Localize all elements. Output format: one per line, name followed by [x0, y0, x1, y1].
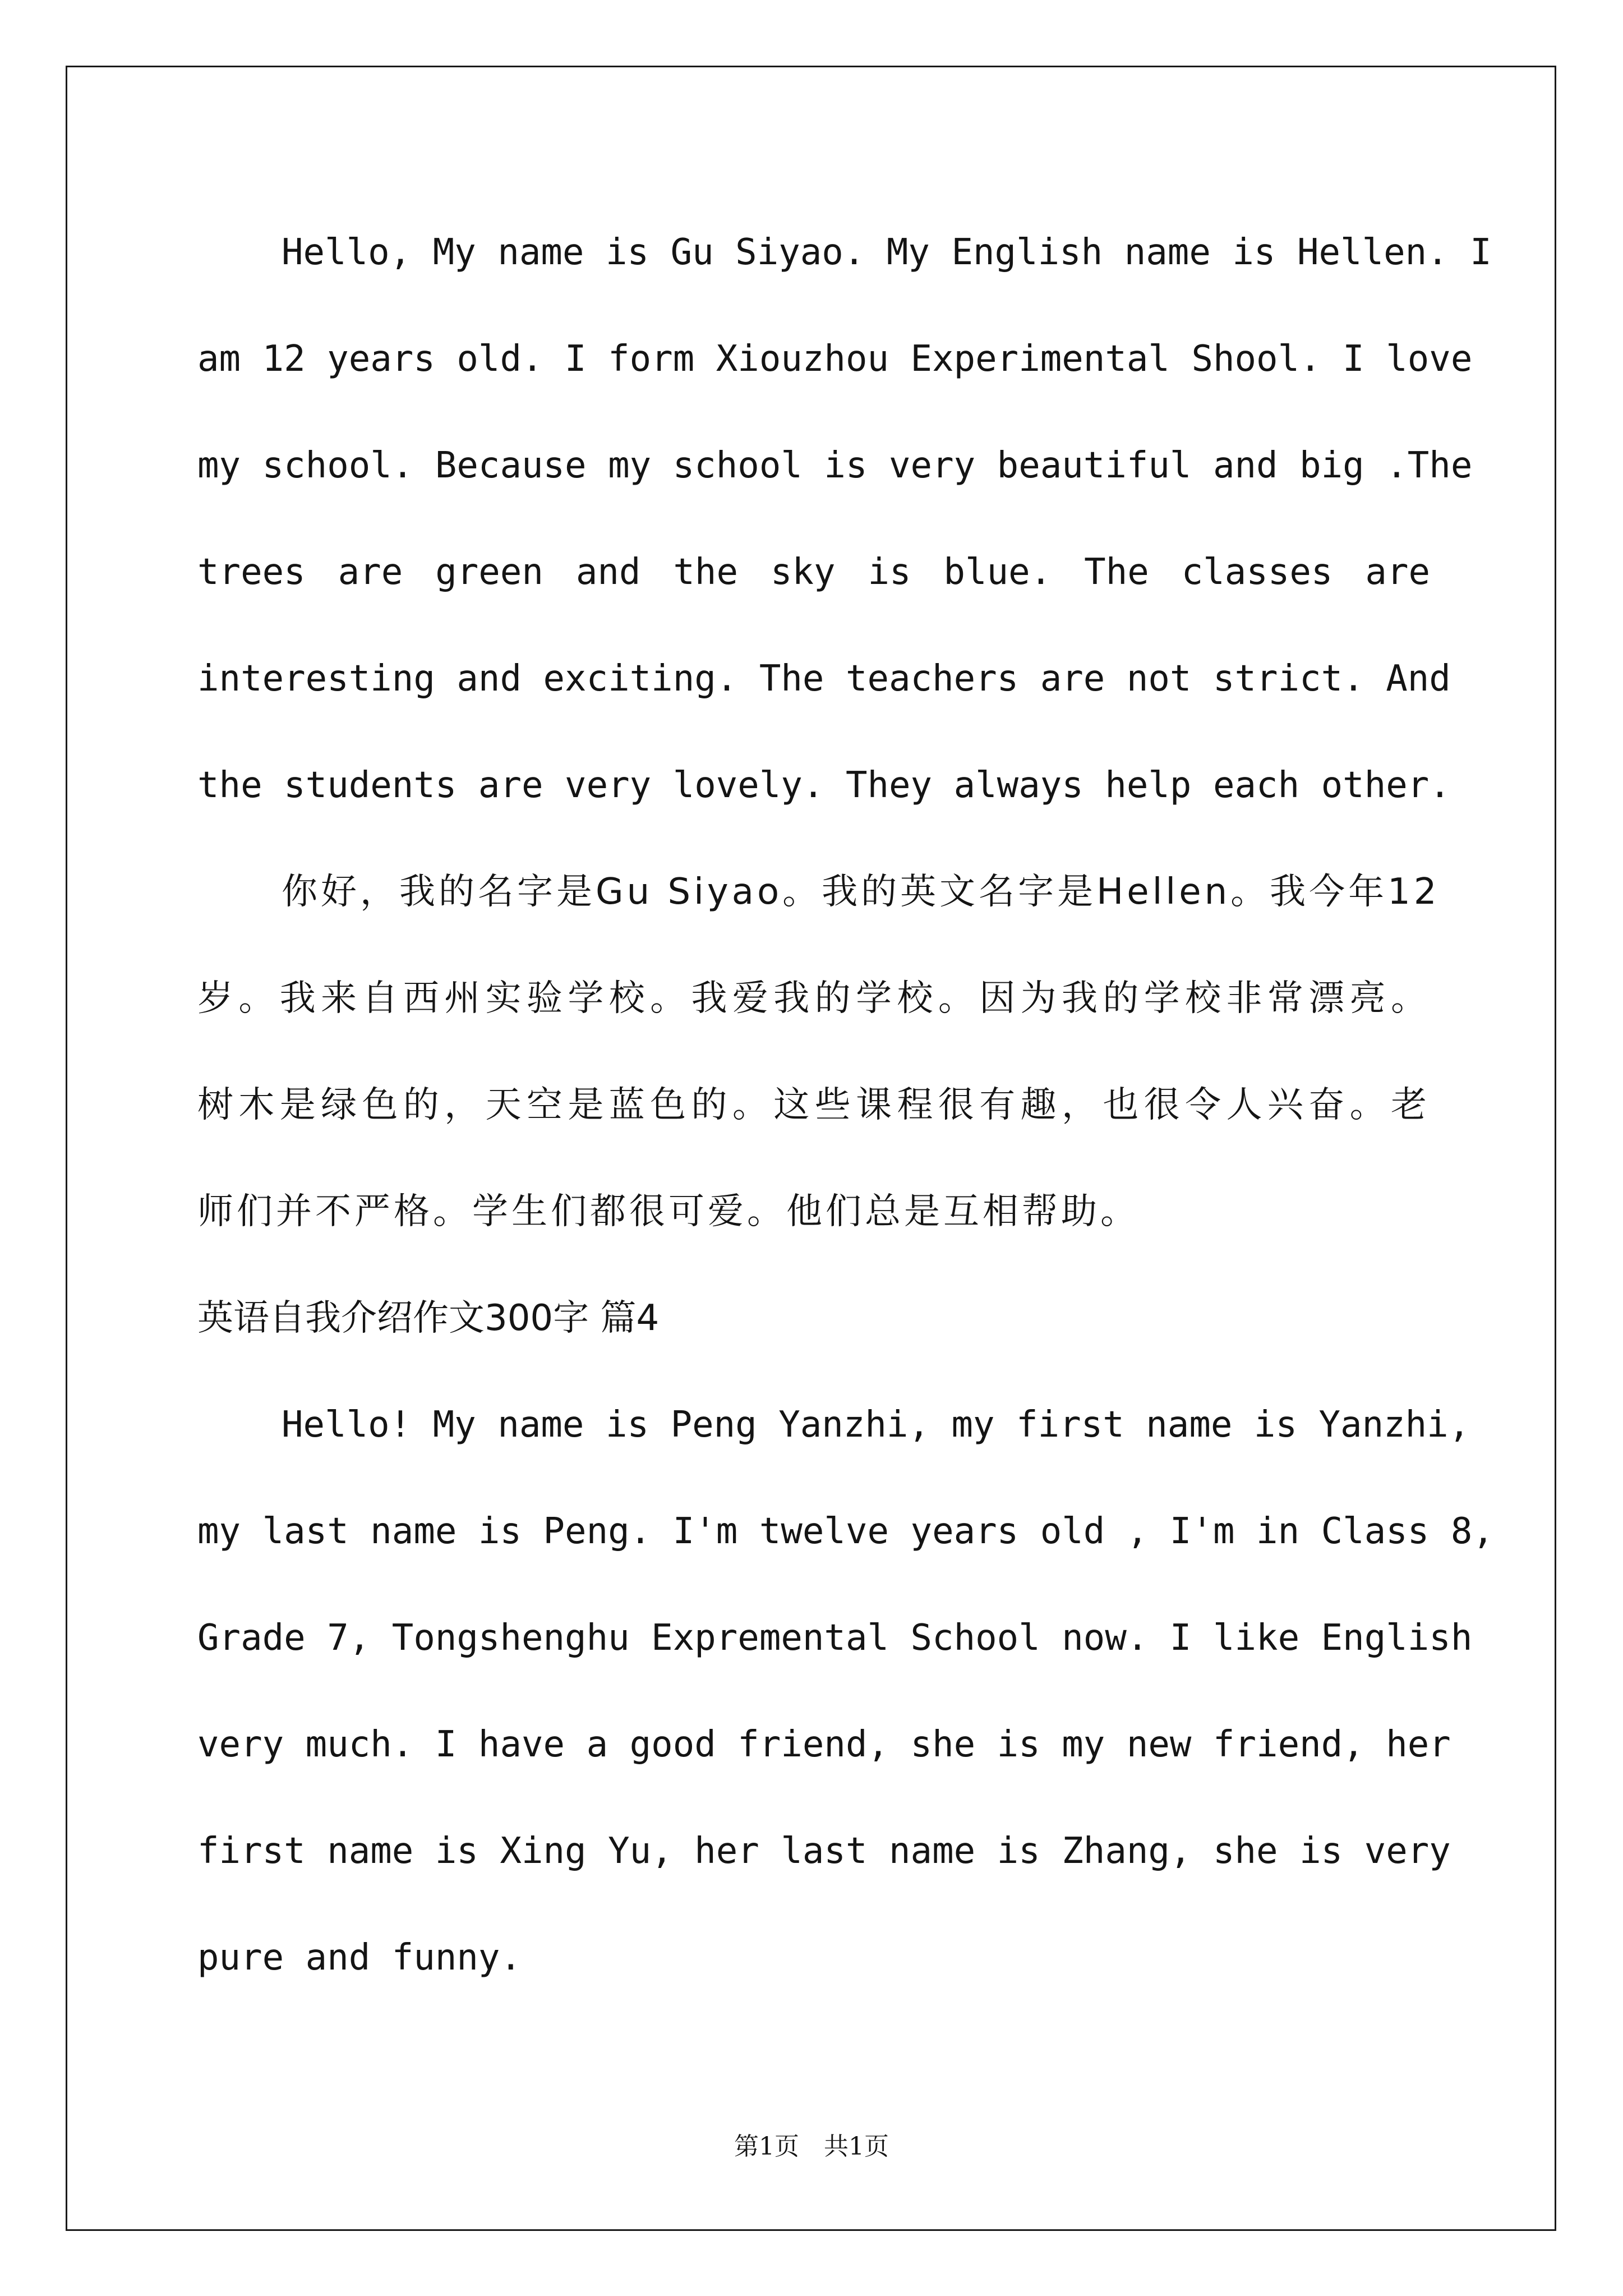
paragraph-2-line: 师们并不严格。学生们都很可爱。他们总是互相帮助。	[197, 1191, 1140, 1232]
paragraph-1-line: trees are green and the sky is blue. The classes are	[197, 551, 1430, 593]
paragraph-1-line: my school. Because my school is very beautiful and big .The	[197, 445, 1473, 486]
paragraph-1-line: interesting and exciting. The teachers are not strict. And	[197, 658, 1451, 700]
paragraph-3-line: pure and funny.	[197, 1937, 522, 1978]
paragraph-3-line: first name is Xing Yu, her last name is Zhang, she is very	[197, 1830, 1451, 1872]
section-heading: 英语自我介绍作文300字 篇4	[197, 1297, 660, 1339]
paragraph-1-line: the students are very lovely. They always help each other.	[197, 765, 1451, 806]
paragraph-3-line: Hello! My name is Peng Yanzhi, my first name is Yanzhi,	[282, 1404, 1470, 1446]
paragraph-3-line: my last name is Peng. I'm twelve years old , I'm in Class 8,	[197, 1511, 1494, 1552]
paragraph-3-line: Grade 7, Tongshenghu Expremental School now. I like English	[197, 1617, 1473, 1659]
page-footer: 第1页 共1页	[734, 2132, 889, 2161]
page-border	[66, 66, 1556, 2231]
paragraph-2-line: 岁。我来自西州实验学校。我爱我的学校。因为我的学校非常漂亮。	[197, 978, 1430, 1019]
paragraph-1-line: am 12 years old. I form Xiouzhou Experimental Shool. I love	[197, 338, 1473, 380]
paragraph-2-line: 树木是绿色的，天空是蓝色的。这些课程很有趣，也很令人兴奋。老	[197, 1084, 1430, 1126]
paragraph-1-line: Hello, My name is Gu Siyao. My English name is Hellen. I	[282, 232, 1492, 273]
paragraph-2-line: 你好，我的名字是Gu Siyao。我的英文名字是Hellen。我今年12	[282, 871, 1440, 913]
paragraph-3-line: very much. I have a good friend, she is my new friend, her	[197, 1724, 1451, 1765]
